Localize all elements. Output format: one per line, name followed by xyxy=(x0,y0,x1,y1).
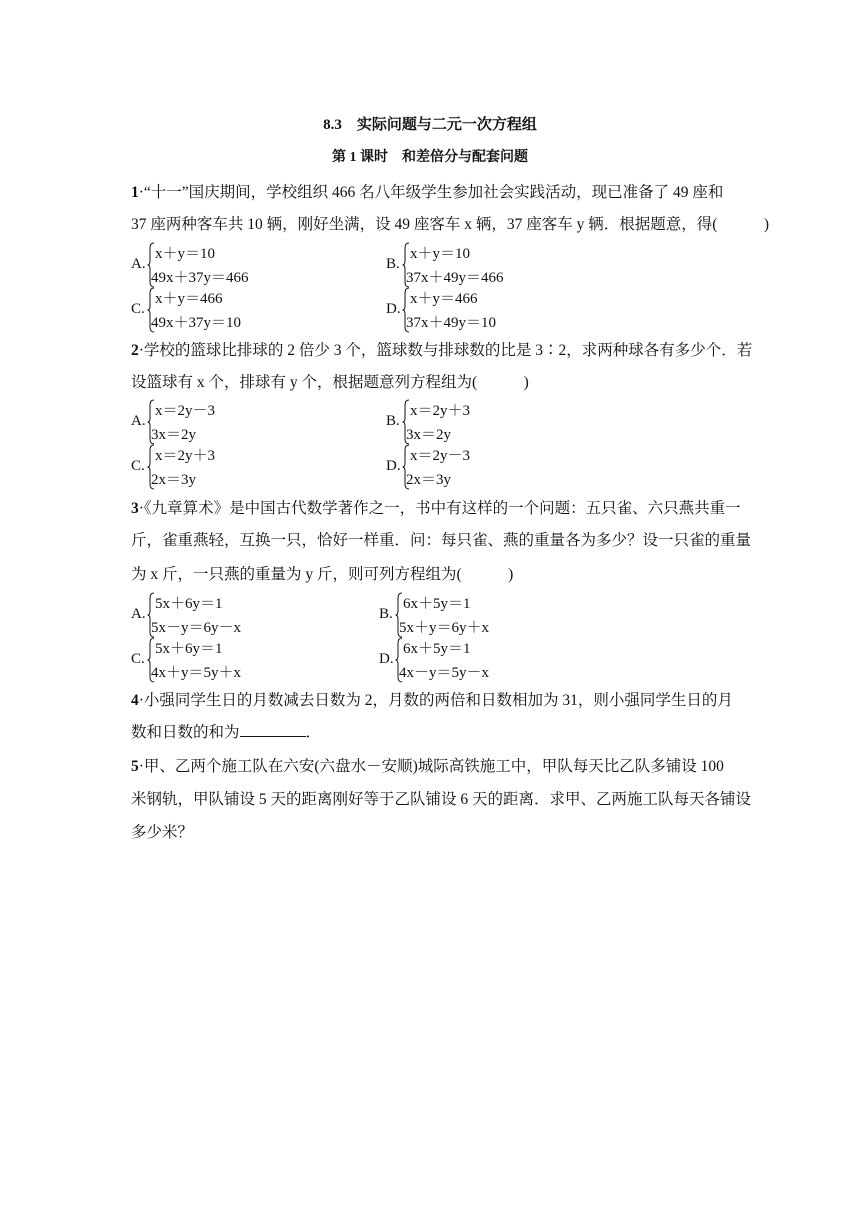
q3-line-2: 斤，雀重燕轻，互换一只，恰好一样重．问：每只雀、燕的重量各为多少？设一只雀的重量 xyxy=(131,532,752,549)
equation-2: 37x＋49y＝10 xyxy=(406,315,497,331)
equation-1: x＋y＝10 xyxy=(410,246,471,262)
q1-option-d[interactable] xyxy=(386,287,586,335)
equation-1: x＋y＝466 xyxy=(155,291,223,307)
q1-option-a[interactable] xyxy=(131,242,331,290)
equation-1: 6x＋5y＝1 xyxy=(403,641,471,657)
q5-text-1: ·甲、乙两个施工队在六安(六盘水－安顺)城际高铁施工中，甲队每天比乙队多铺设 100 xyxy=(138,758,724,775)
option-label: A. xyxy=(131,606,146,622)
q2-text-1: ·学校的篮球比排球的 2 倍少 3 个，篮球数与排球数的比是 3∶2，求两种球各有多少个．若 xyxy=(138,342,753,359)
option-label: B. xyxy=(386,256,400,272)
lesson-title: 第 1 课时 和差倍分与配套问题 xyxy=(332,150,528,165)
equation-2: 37x＋49y＝466 xyxy=(406,270,504,286)
q2-option-a[interactable] xyxy=(131,399,331,447)
option-label: C. xyxy=(131,301,145,317)
q4-line-2 xyxy=(131,720,321,742)
option-label: A. xyxy=(131,256,146,272)
q2-option-b[interactable] xyxy=(386,399,586,447)
equation-2: 4x＋y＝5y＋x xyxy=(151,665,242,681)
equation-2: 2x＝3y xyxy=(406,472,452,488)
option-label: C. xyxy=(131,651,145,667)
q2-option-c[interactable] xyxy=(131,444,331,492)
q1-option-c[interactable] xyxy=(131,287,331,335)
q1-line-2: 37 座两种客车共 10 辆，刚好坐满，设 49 座客车 x 辆，37 座客车 y 辆．根据题意，得( ) xyxy=(131,216,770,233)
equation-2: 2x＝3y xyxy=(151,472,197,488)
option-label: D. xyxy=(386,458,401,474)
q3-number: 3 xyxy=(131,500,139,517)
equation-2: 3x＝2y xyxy=(151,427,197,443)
equation-1: 5x＋6y＝1 xyxy=(155,596,223,612)
q3-option-a[interactable] xyxy=(131,592,331,640)
equation-2: 5x－y＝6y－x xyxy=(151,620,242,636)
equation-1: x＝2y－3 xyxy=(155,403,216,419)
option-label: D. xyxy=(386,301,401,317)
equation-1: 5x＋6y＝1 xyxy=(155,641,223,657)
equation-2: 3x＝2y xyxy=(406,427,452,443)
q5-number: 5 xyxy=(131,758,139,775)
equation-2: 4x－y＝5y－x xyxy=(399,665,490,681)
q2-line-2: 设篮球有 x 个，排球有 y 个，根据题意列方程组为( ) xyxy=(131,374,529,391)
equation-2: 49x＋37y＝466 xyxy=(151,270,249,286)
q3-option-c[interactable] xyxy=(131,637,331,685)
q4-text-2: 数和日数的和为 xyxy=(131,724,240,741)
equation-1: x＋y＝10 xyxy=(155,246,216,262)
q1-option-b[interactable] xyxy=(386,242,586,290)
q2-option-d[interactable] xyxy=(386,444,586,492)
q4-line-1 xyxy=(131,688,733,710)
q3-line-1 xyxy=(131,496,741,518)
q1-text-1: ·“十一”国庆期间，学校组织 466 名八年级学生参加社会实践活动，现已准备了 49 座和 xyxy=(138,184,724,201)
equation-1: x＝2y＋3 xyxy=(155,448,216,464)
q4-text-1: ·小强同学生日的月数减去日数为 2，月数的两倍和日数相加为 31，则小强同学生日的月 xyxy=(138,692,733,709)
equation-1: x＝2y－3 xyxy=(410,448,471,464)
q3-line-3: 为 x 斤，一只燕的重量为 y 斤，则可列方程组为( ) xyxy=(131,566,514,583)
option-label: C. xyxy=(131,458,145,474)
q1-line-1 xyxy=(131,180,723,202)
option-label: A. xyxy=(131,413,146,429)
q5-line-3: 多少米？ xyxy=(131,824,194,841)
equation-1: 6x＋5y＝1 xyxy=(403,596,471,612)
answer-blank[interactable] xyxy=(240,722,306,737)
q1-number: 1 xyxy=(131,184,139,201)
equation-1: x＋y＝466 xyxy=(410,291,478,307)
q5-line-1 xyxy=(131,754,724,776)
q2-line-1 xyxy=(131,338,752,360)
option-label: B. xyxy=(386,413,400,429)
section-title: 8.3 实际问题与二元一次方程组 xyxy=(323,117,537,133)
option-label: D. xyxy=(379,651,394,667)
q5-line-2: 米钢轨，甲队铺设 5 天的距离刚好等于乙队铺设 6 天的距离．求甲、乙两施工队每天各铺设 xyxy=(131,791,752,808)
equation-2: 5x＋y＝6y＋x xyxy=(399,620,490,636)
equation-1: x＝2y＋3 xyxy=(410,403,471,419)
q4-number: 4 xyxy=(131,692,139,709)
option-label: B. xyxy=(379,606,393,622)
equation-2: 49x＋37y＝10 xyxy=(151,315,242,331)
q2-number: 2 xyxy=(131,342,139,359)
q4-tail: ． xyxy=(305,724,322,741)
q3-text-1: ·《九章算术》是中国古代数学著作之一，书中有这样的一个问题：五只雀、六只燕共重一 xyxy=(138,500,741,517)
q3-option-b[interactable] xyxy=(379,592,579,640)
q3-option-d[interactable] xyxy=(379,637,579,685)
